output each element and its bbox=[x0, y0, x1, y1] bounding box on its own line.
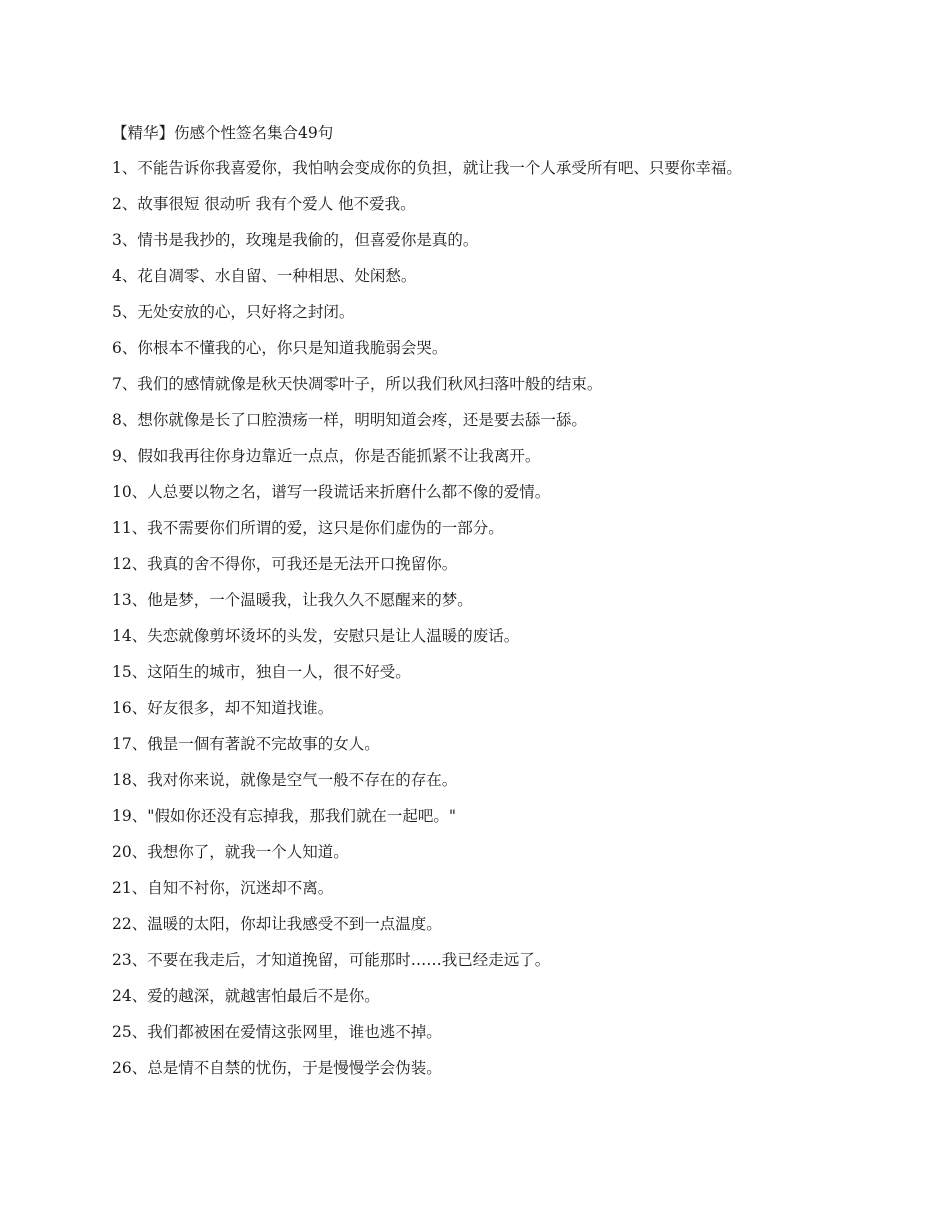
signature-line-11: 11、我不需要你们所谓的爱，这只是你们虚伪的一部分。 bbox=[112, 519, 504, 537]
signature-line-22: 22、温暖的太阳，你却让我感受不到一点温度。 bbox=[112, 915, 442, 933]
signature-line-15: 15、这陌生的城市，独自一人，很不好受。 bbox=[112, 663, 411, 681]
document-title: 【精华】伤感个性签名集合49句 bbox=[112, 124, 334, 142]
signature-line-6: 6、你根本不懂我的心，你只是知道我脆弱会哭。 bbox=[112, 339, 448, 357]
signature-line-7: 7、我们的感情就像是秋天快凋零叶子，所以我们秋风扫落叶般的结束。 bbox=[112, 375, 603, 393]
signature-line-1: 1、不能告诉你我喜爱你，我怕呐会变成你的负担，就让我一个人承受所有吧、只要你幸福。 bbox=[112, 159, 742, 177]
signature-line-19: 19、"假如你还没有忘掉我，那我们就在一起吧。" bbox=[112, 807, 456, 825]
signature-line-14: 14、失恋就像剪坏烫坏的头发，安慰只是让人温暖的废话。 bbox=[112, 627, 520, 645]
signature-line-5: 5、无处安放的心，只好将之封闭。 bbox=[112, 303, 355, 321]
signature-line-13: 13、他是梦，一个温暖我，让我久久不愿醒来的梦。 bbox=[112, 591, 473, 609]
signature-line-10: 10、人总要以物之名，谱写一段谎话来折磨什么都不像的爱情。 bbox=[112, 483, 551, 501]
signature-line-23: 23、不要在我走后，才知道挽留，可能那时……我已经走远了。 bbox=[112, 951, 551, 969]
signature-line-24: 24、爱的越深，就越害怕最后不是你。 bbox=[112, 987, 380, 1005]
signature-line-4: 4、花自凋零、水自留、一种相思、处闲愁。 bbox=[112, 267, 417, 285]
document-body bbox=[112, 124, 837, 1077]
signature-line-3: 3、情书是我抄的，玫瑰是我偷的，但喜爱你是真的。 bbox=[112, 231, 479, 249]
signature-line-26: 26、总是情不自禁的忧伤，于是慢慢学会伪装。 bbox=[112, 1059, 442, 1077]
signature-line-9: 9、假如我再往你身边靠近一点点，你是否能抓紧不让我离开。 bbox=[112, 447, 541, 465]
signature-line-21: 21、自知不衬你，沉迷却不离。 bbox=[112, 879, 334, 897]
signature-line-25: 25、我们都被困在爱情这张网里，谁也逃不掉。 bbox=[112, 1023, 442, 1041]
signature-line-20: 20、我想你了，就我一个人知道。 bbox=[112, 843, 349, 861]
signature-line-8: 8、想你就像是长了口腔溃疡一样，明明知道会疼，还是要去舔一舔。 bbox=[112, 411, 587, 429]
signature-line-17: 17、俄昰一個有著說不完故事的女人。 bbox=[112, 735, 380, 753]
signature-line-18: 18、我对你来说，就像是空气一般不存在的存在。 bbox=[112, 771, 458, 789]
signature-line-16: 16、好友很多，却不知道找谁。 bbox=[112, 699, 334, 717]
signature-line-2: 2、故事很短 很动听 我有个爱人 他不爱我。 bbox=[112, 195, 416, 213]
signature-line-12: 12、我真的舍不得你，可我还是无法开口挽留你。 bbox=[112, 555, 458, 573]
